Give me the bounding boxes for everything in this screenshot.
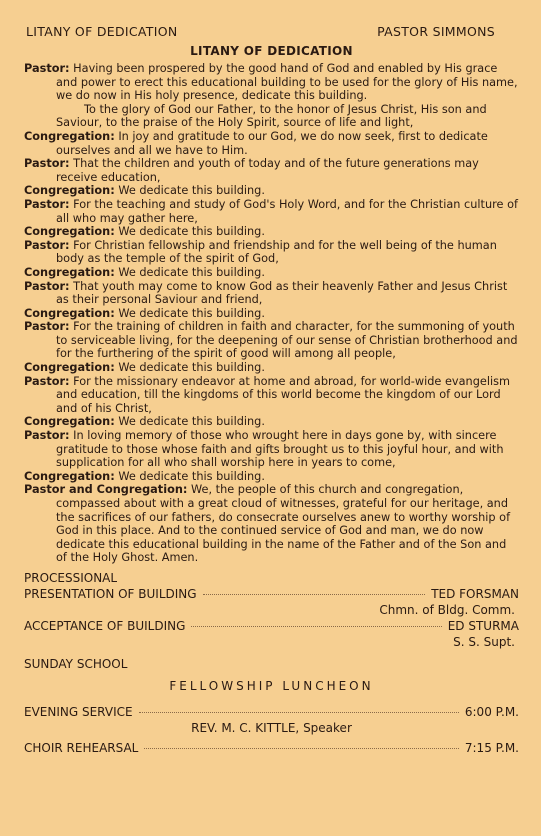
header-left: LITANY OF DEDICATION: [26, 24, 178, 39]
entry-text: We dedicate this building.: [118, 225, 265, 239]
sunday-school: SUNDAY SCHOOL: [24, 656, 128, 671]
litany-entry: [24, 415, 519, 429]
entry-text: We dedicate this building.: [118, 306, 265, 320]
choir-rehearsal-line: [24, 741, 519, 757]
speaker-label: Pastor:: [24, 157, 70, 171]
entry-text: We dedicate this building.: [118, 361, 265, 375]
entry-text: Having been prospered by the good hand of God and enabled by His grace and power to erect this educational building to be used for the glory of His name, we do now in His holy presence, dedicate this building.: [56, 62, 518, 103]
entry-text: For the teaching and study of God's Holy Word, and for the Christian culture of all who may gather here,: [56, 197, 518, 225]
litany-entry: [24, 266, 519, 280]
entry-text: For Christian fellowship and friendship and for the well being of the human body as the temple of the spirit of God,: [56, 238, 497, 266]
litany-entry: [24, 225, 519, 239]
acceptance-role: S. S. Supt.: [453, 634, 515, 649]
processional: PROCESSIONAL: [24, 570, 118, 585]
speaker-label: Pastor:: [24, 279, 70, 293]
entry-text: We dedicate this building.: [118, 415, 265, 429]
speaker-label: Congregation:: [24, 265, 115, 279]
litany-entry: [24, 130, 519, 157]
dot-leader: [139, 712, 459, 713]
program-list: [24, 571, 519, 757]
evening-time: 6:00 P.M.: [464, 704, 519, 719]
dot-leader: [144, 748, 459, 749]
litany-entry: [24, 280, 519, 307]
acceptance-label: ACCEPTANCE OF BUILDING: [24, 618, 186, 633]
speaker-label: Congregation:: [24, 225, 115, 239]
entry-text: We dedicate this building.: [118, 184, 265, 198]
litany-entry: [24, 361, 519, 375]
entry-text: To the glory of God our Father, to the honor of Jesus Christ, His son and Saviour, to the praise of the Holy Spirit, source of life and light,: [56, 102, 487, 130]
litany-entry: [24, 157, 519, 184]
litany-body: [24, 62, 519, 565]
litany-entry: [24, 483, 519, 565]
entry-text: For the missionary endeavor at home and abroad, for world-wide evangelism and education, till the kingdoms of this world become the kingdom of our Lord and of his Christ,: [56, 374, 510, 415]
litany-entry: [24, 198, 519, 225]
speaker-label: Pastor:: [24, 374, 70, 388]
acceptance-line: [24, 619, 519, 635]
entry-text: That youth may come to know God as their heavenly Father and Jesus Christ as their personal Saviour and friend,: [56, 279, 508, 307]
litany-entry: [24, 239, 519, 266]
litany-entry: [24, 103, 519, 130]
litany-entry: [24, 429, 519, 470]
page-header: [24, 24, 519, 42]
entry-text: That the children and youth of today and of the future generations may receive education,: [56, 157, 479, 184]
speaker-label: Pastor:: [24, 320, 70, 334]
speaker-label: Pastor and Congregation:: [24, 483, 188, 497]
dot-leader: [203, 594, 426, 595]
presentation-line: [24, 587, 519, 603]
litany-entry: [24, 375, 519, 416]
speaker-label: Pastor:: [24, 238, 70, 252]
acceptance-name: ED STURMA: [447, 618, 519, 633]
presentation-name: TED FORSMAN: [431, 586, 519, 601]
speaker-label: Congregation:: [24, 469, 115, 483]
speaker-label: Congregation:: [24, 184, 115, 198]
speaker-label: Pastor:: [24, 62, 70, 75]
litany-entry: [24, 320, 519, 361]
evening-service-line: [24, 705, 519, 721]
evening-label: EVENING SERVICE: [24, 704, 133, 719]
entry-text: For the training of children in faith and character, for the summoning of youth to serviceable living, for the deepening of our sense of Christian brotherhood and for the furthering of the spirit of good will among all people,: [56, 320, 518, 361]
litany-entry: [24, 184, 519, 198]
speaker-label: Congregation:: [24, 415, 115, 429]
entry-text: In joy and gratitude to our God, we do now seek, first to dedicate ourselves and all we have to Him.: [56, 129, 488, 157]
evening-speaker: REV. M. C. KITTLE, Speaker: [191, 720, 352, 735]
speaker-label: Congregation:: [24, 306, 115, 320]
litany-title: LITANY OF DEDICATION: [190, 44, 353, 58]
speaker-label: Pastor:: [24, 429, 70, 443]
dot-leader: [191, 626, 441, 627]
fellowship-luncheon: FELLOWSHIP LUNCHEON: [169, 678, 374, 693]
entry-text: In loving memory of those who wrought here in days gone by, with sincere gratitude to those whose faith and gifts brought us to this joyful hour, and with supplication for all who shall worship here in years to come,: [56, 429, 504, 470]
entry-text: We, the people of this church and congregation, compassed about with a great cloud of witnesses, grateful for our heritage, and the sacrifices of our fathers, do consecrate ourselves anew to worthy worship of God in this place. And to the continued service of God and man, we do now dedicate this educational building in the name of the Father and of the Son and of the Holy Ghost. Amen.: [56, 483, 511, 565]
speaker-label: Congregation:: [24, 129, 115, 143]
choir-label: CHOIR REHEARSAL: [24, 740, 139, 755]
speaker-label: Congregation:: [24, 361, 115, 375]
litany-entry: [24, 62, 519, 103]
presentation-role: Chmn. of Bldg. Comm.: [379, 602, 515, 617]
entry-text: We dedicate this building.: [118, 469, 265, 483]
presentation-label: PRESENTATION OF BUILDING: [24, 586, 197, 601]
litany-entry: [24, 470, 519, 484]
speaker-label: Pastor:: [24, 197, 70, 211]
header-right: PASTOR SIMMONS: [377, 24, 495, 39]
entry-text: We dedicate this building.: [118, 265, 265, 279]
litany-entry: [24, 307, 519, 321]
choir-time: 7:15 P.M.: [464, 740, 519, 755]
